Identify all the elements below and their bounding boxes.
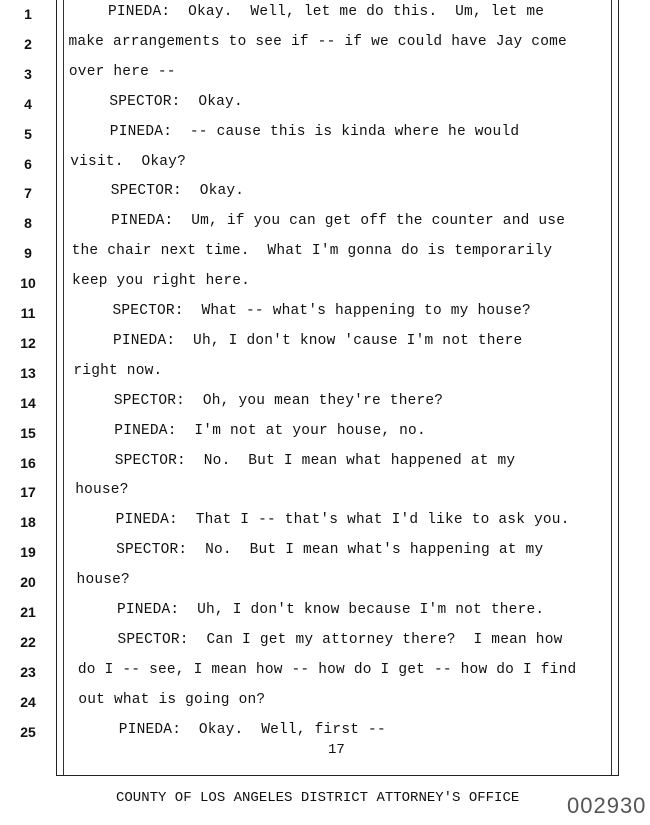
- transcript-line: make arrangements to see if -- if we could have Jay come: [68, 33, 567, 50]
- page-number: 17: [328, 742, 345, 758]
- line-number: 17: [20, 484, 36, 501]
- transcript-line: SPECTOR: Okay.: [109, 93, 243, 110]
- transcript-line: PINEDA: Okay. Well, first --: [118, 721, 386, 738]
- line-number: 10: [20, 275, 36, 292]
- transcript-line: PINEDA: Um, if you can get off the counter and use: [111, 213, 566, 230]
- line-number: 8: [24, 215, 32, 232]
- line-number: 14: [20, 394, 36, 411]
- line-number: 19: [20, 544, 36, 561]
- line-number: 21: [20, 604, 36, 620]
- transcript-line: right now.: [73, 362, 163, 379]
- left-margin-rule: [63, 0, 64, 775]
- line-number: 13: [20, 364, 36, 381]
- line-number: 18: [20, 514, 36, 531]
- transcript-line: PINEDA: Okay. Well, let me do this. Um, let me: [108, 4, 545, 20]
- line-number: 6: [24, 155, 32, 172]
- right-margin-rule: [611, 0, 612, 775]
- transcript-line: SPECTOR: Oh, you mean they're there?: [113, 392, 444, 409]
- line-number: 16: [20, 454, 36, 471]
- line-number: 25: [20, 723, 36, 740]
- transcript-line: out what is going on?: [78, 691, 266, 708]
- transcript-line: SPECTOR: No. But I mean what's happening at my: [116, 542, 544, 559]
- line-number: 1: [24, 6, 32, 22]
- transcript-line: keep you right here.: [72, 273, 251, 290]
- transcript-line: PINEDA: -- cause this is kinda where he would: [109, 123, 520, 140]
- transcript-line: house?: [76, 572, 130, 589]
- transcript-line: PINEDA: That I -- that's what I'd like to ask you.: [115, 512, 570, 529]
- bates-stamp: 002930: [567, 793, 647, 818]
- transcript-line: the chair next time. What I'm gonna do is temporarily: [71, 243, 553, 260]
- transcript-line: SPECTOR: Okay.: [110, 183, 245, 200]
- transcript-line: PINEDA: I'm not at your house, no.: [114, 422, 426, 439]
- line-number: 22: [20, 633, 36, 650]
- line-number: 20: [20, 574, 36, 591]
- transcript-line: PINEDA: Uh, I don't know 'cause I'm not there: [112, 332, 523, 349]
- transcript-line: visit. Okay?: [70, 153, 186, 170]
- footer-office-name: COUNTY OF LOS ANGELES DISTRICT ATTORNEY'S OFFICE: [116, 790, 520, 806]
- transcript-line: PINEDA: Uh, I don't know because I'm not there.: [117, 602, 545, 618]
- line-number: 5: [24, 125, 32, 142]
- line-number: 23: [20, 663, 36, 680]
- transcript-line: SPECTOR: Can I get my attorney there? I mean how: [117, 631, 563, 648]
- line-number: 12: [20, 334, 36, 351]
- line-number: 11: [20, 305, 36, 321]
- transcript-line: SPECTOR: What -- what's happening to my house?: [112, 303, 531, 319]
- transcript-line: house?: [75, 482, 129, 499]
- transcript-line: SPECTOR: No. But I mean what happened at my: [114, 452, 516, 469]
- line-number: 3: [24, 65, 32, 82]
- line-number: 15: [20, 424, 36, 441]
- line-number: 4: [24, 95, 32, 112]
- line-number: 7: [24, 185, 32, 202]
- line-number: 2: [24, 35, 32, 52]
- line-number: 24: [20, 693, 36, 710]
- transcript-line: over here --: [68, 63, 176, 80]
- line-number: 9: [24, 245, 32, 262]
- transcript-frame: [56, 0, 619, 776]
- transcript-line: do I -- see, I mean how -- how do I get -- how do I find: [77, 661, 577, 678]
